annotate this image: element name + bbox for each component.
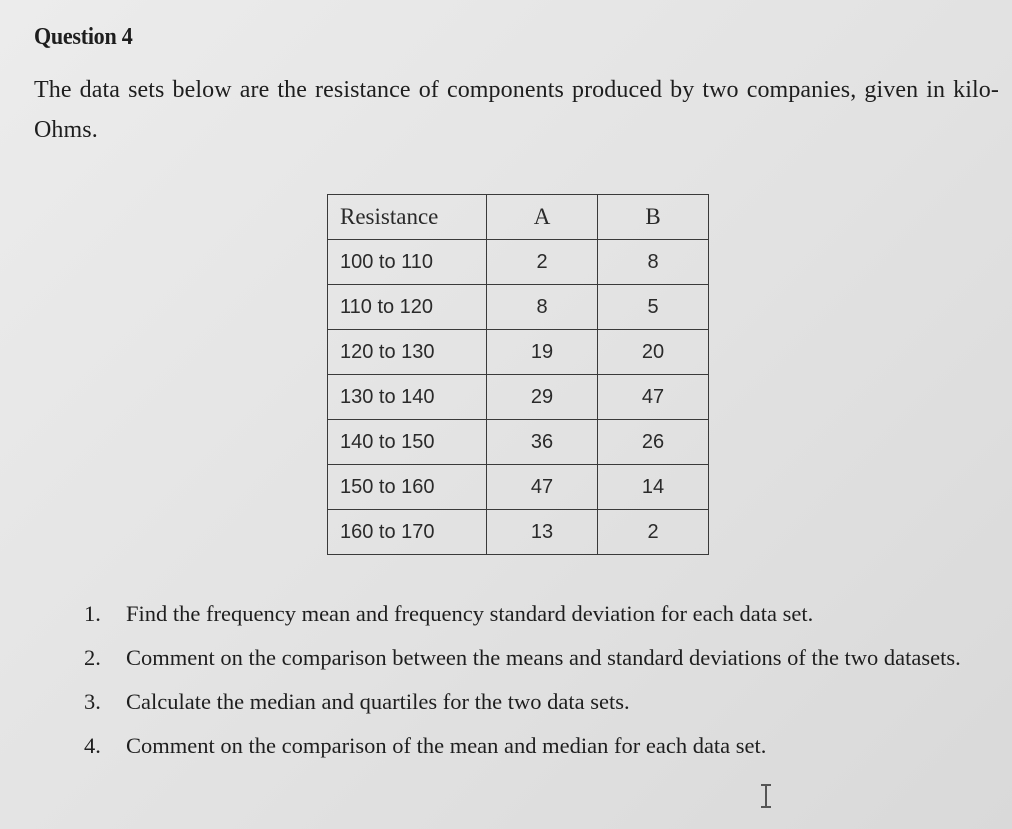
company-b-cell: 47: [598, 375, 709, 420]
resistance-range-cell: 130 to 140: [328, 375, 487, 420]
company-a-cell: 2: [487, 240, 598, 285]
resistance-table: [327, 194, 709, 555]
task-item: [84, 596, 969, 632]
company-b-cell: 8: [598, 240, 709, 285]
task-text: Comment on the comparison between the means and standard deviations of the two datasets.: [126, 645, 961, 670]
resistance-table-container: [327, 194, 709, 555]
task-number: 3.: [84, 689, 101, 714]
header-company-a: A: [487, 195, 598, 240]
task-text: Comment on the comparison of the mean and median for each data set.: [126, 733, 767, 758]
table-row: [328, 420, 709, 465]
task-number: 1.: [84, 601, 101, 626]
company-a-cell: 8: [487, 285, 598, 330]
resistance-range-cell: 120 to 130: [328, 330, 487, 375]
table-header-row: [328, 195, 709, 240]
header-resistance: Resistance: [328, 195, 487, 240]
company-a-cell: 29: [487, 375, 598, 420]
task-item: [84, 640, 969, 676]
table-row: [328, 285, 709, 330]
text-cursor-icon: [761, 784, 771, 808]
task-number: 4.: [84, 733, 101, 758]
company-b-cell: 5: [598, 285, 709, 330]
task-text: Find the frequency mean and frequency standard deviation for each data set.: [126, 601, 814, 626]
question-title: Question 4: [34, 24, 133, 50]
table-row: [328, 330, 709, 375]
company-b-cell: 2: [598, 510, 709, 555]
table-row: [328, 375, 709, 420]
company-a-cell: 13: [487, 510, 598, 555]
task-item: [84, 728, 969, 764]
company-a-cell: 36: [487, 420, 598, 465]
company-a-cell: 19: [487, 330, 598, 375]
task-item: [84, 684, 969, 720]
resistance-range-cell: 140 to 150: [328, 420, 487, 465]
task-number: 2.: [84, 645, 101, 670]
question-intro: The data sets below are the resistance of components produced by two companies, given in kilo-Ohms.: [34, 77, 999, 143]
company-b-cell: 14: [598, 465, 709, 510]
table-row: [328, 465, 709, 510]
company-a-cell: 47: [487, 465, 598, 510]
task-text: Calculate the median and quartiles for the two data sets.: [126, 689, 630, 714]
table-row: [328, 510, 709, 555]
task-list: [84, 596, 969, 772]
table-row: [328, 240, 709, 285]
header-company-b: B: [598, 195, 709, 240]
resistance-range-cell: 160 to 170: [328, 510, 487, 555]
resistance-range-cell: 100 to 110: [328, 240, 487, 285]
company-b-cell: 26: [598, 420, 709, 465]
resistance-range-cell: 150 to 160: [328, 465, 487, 510]
company-b-cell: 20: [598, 330, 709, 375]
resistance-range-cell: 110 to 120: [328, 285, 487, 330]
